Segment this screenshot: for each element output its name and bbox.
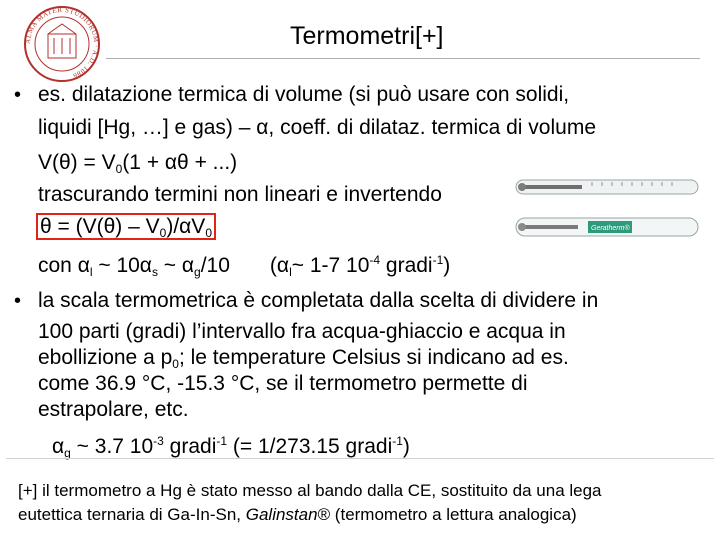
svg-text:ALMA MATER STUDIORUM · A.D. 10: ALMA MATER STUDIORUM · A.D. 1088 (23, 5, 101, 80)
bullet-marker: • (14, 84, 22, 106)
equation-theta-boxed: $\theta = (V(\theta) - V_0)/\alpha V_0$ (40, 215, 212, 240)
bullet-marker: • (14, 290, 22, 312)
bullet2-line3: ebollizione a $p_0$; le temperature Celsius si indicano ad es. (38, 346, 569, 371)
text-invert: trascurando termini non lineari e invertendo (38, 183, 442, 206)
svg-text:Geratherm®: Geratherm® (591, 225, 630, 232)
thermometers-image (512, 172, 702, 250)
bullet1-line1: es. dilatazione termica di volume (si può usare con solidi, (38, 83, 570, 106)
equation-gas-coefficient: $\alpha_g$ ~ 3.7 $10^{-3}$ gradi$^{-1}$ (= 1/273.15 gradi$^{-1}$) (52, 434, 410, 460)
footnote-line1: [+] il termometro a Hg è stato messo al bando dalla CE, sostituito da una lega (18, 481, 602, 500)
university-seal-logo (22, 4, 102, 84)
title-divider (106, 58, 700, 59)
bullet2-line4: come 36.9 °C, -15.3 °C, se il termometro permette di (38, 372, 528, 395)
coefficients-line: con $\alpha_l$ ~ $10\alpha_s$ ~ $\alpha_g/10$ ($\alpha_l\sim$ 1-7 $10^{-4}$ gradi$^{-1}$) (38, 253, 451, 279)
slide-title: Termometri[+] (290, 22, 444, 50)
bullet2-line5: estrapolare, etc. (38, 398, 189, 421)
bullet2-line2: 100 parti (gradi) l’intervallo fra acqua-ghiaccio e acqua in (38, 320, 566, 343)
bullet2-line1: la scala termometrica è completata dalla scelta di dividere in (38, 289, 599, 312)
bullet1-line2: liquidi [Hg, …] e gas) – α, coeff. di dilataz. termica di volume (38, 116, 596, 139)
equation-volume-expansion: $V(\theta) = V_0(1 + \alpha\theta$ + ...) (38, 151, 238, 176)
footnote-divider (6, 458, 714, 459)
footnote-line2: eutettica ternaria di Ga-In-Sn, Galinstan® (termometro a lettura analogica) (18, 505, 577, 524)
